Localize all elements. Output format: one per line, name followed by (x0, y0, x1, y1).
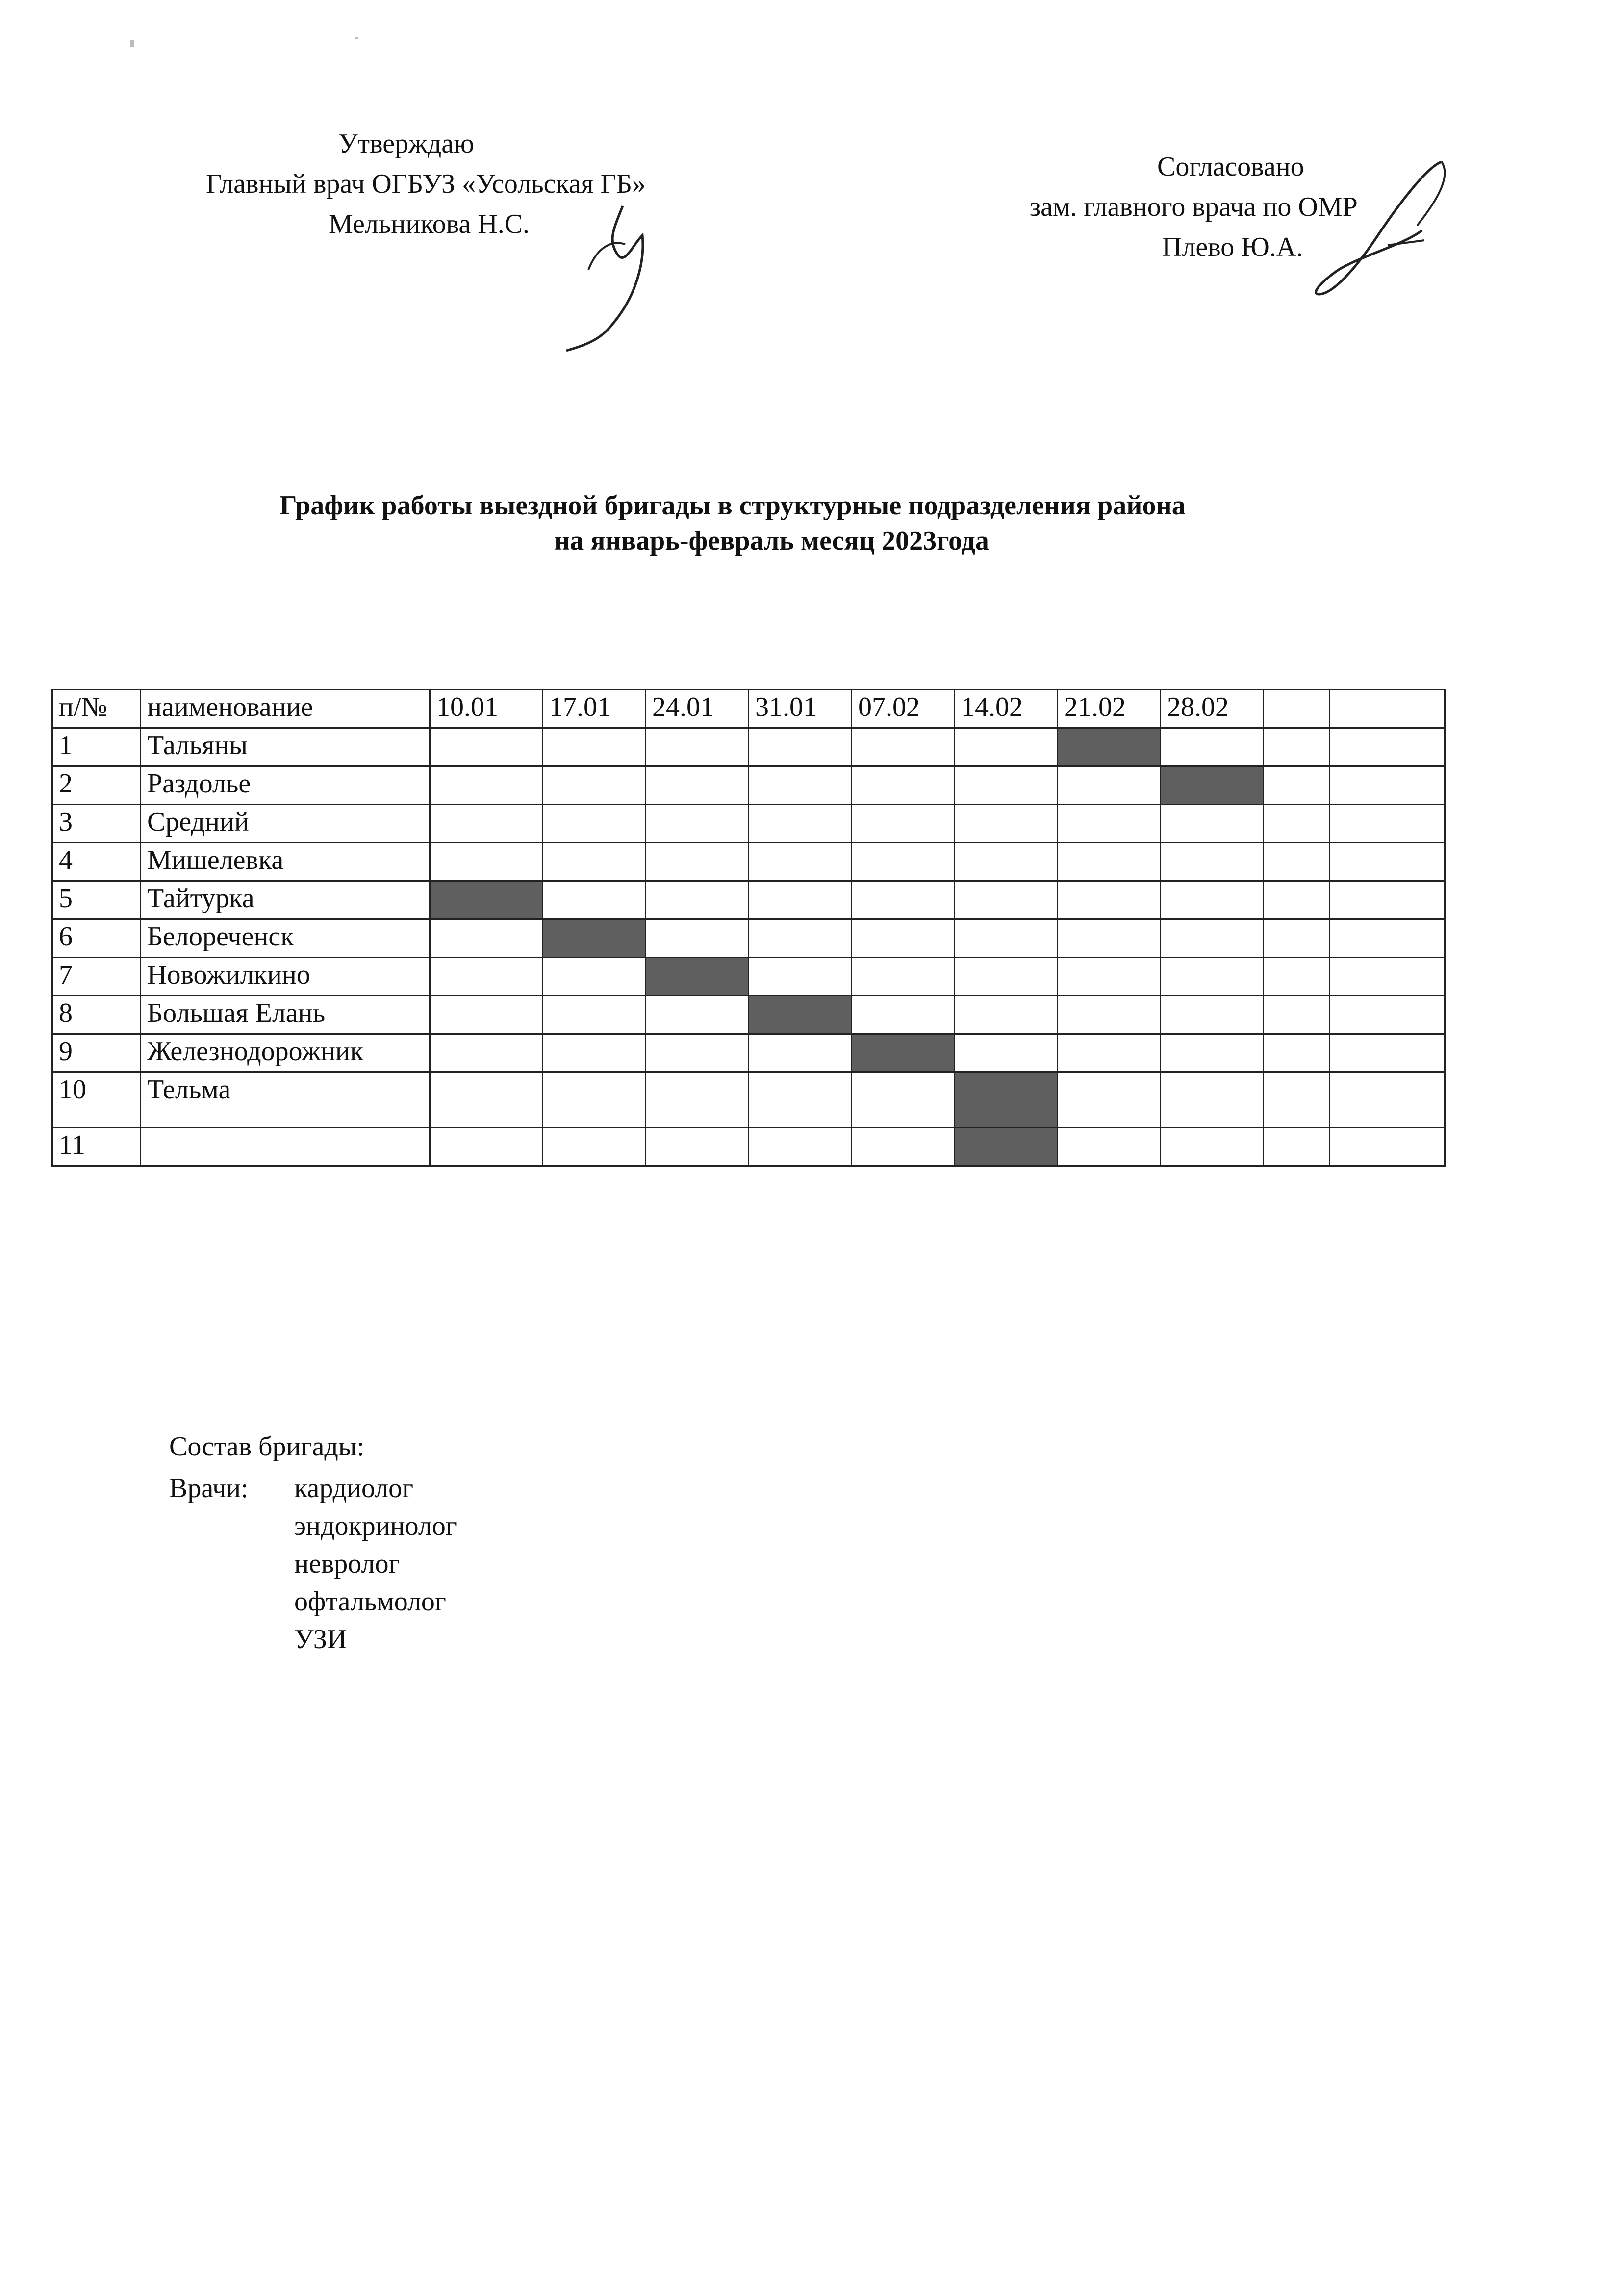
schedule-cell (543, 1128, 646, 1166)
schedule-cell (1058, 805, 1161, 843)
header-cell: наименование (141, 690, 430, 728)
schedule-cell (1058, 1034, 1161, 1072)
schedule-cell (646, 843, 749, 881)
row-name-cell: Тельма (141, 1072, 430, 1128)
schedule-cell (1161, 881, 1264, 919)
schedule-cell (852, 728, 955, 766)
visit-cell-shaded (852, 1034, 955, 1072)
schedule-cell (749, 728, 852, 766)
schedule-cell (955, 1034, 1058, 1072)
schedule-cell (543, 843, 646, 881)
doctor-item: кардиолог (294, 1473, 414, 1504)
row-number-cell: 6 (52, 919, 141, 958)
visit-cell-shaded (1058, 728, 1161, 766)
schedule-cell (646, 1072, 749, 1128)
schedule-cell (1330, 728, 1445, 766)
schedule-cell (1330, 1034, 1445, 1072)
doctor-item: офтальмолог (294, 1586, 446, 1617)
schedule-cell (1330, 958, 1445, 996)
header-cell: 24.01 (646, 690, 749, 728)
agreement-heading: Согласовано (1157, 152, 1304, 182)
header-cell (1330, 690, 1445, 728)
table-row (52, 728, 1445, 766)
schedule-cell (543, 805, 646, 843)
table-row (52, 881, 1445, 919)
schedule-cell (1161, 728, 1264, 766)
schedule-cell (543, 996, 646, 1034)
doctor-item: эндокринолог (294, 1511, 457, 1541)
schedule-cell (646, 996, 749, 1034)
row-name-cell: Мишелевка (141, 843, 430, 881)
schedule-cell (543, 1072, 646, 1128)
row-number-cell: 9 (52, 1034, 141, 1072)
table-row (52, 1072, 1445, 1128)
schedule-cell (955, 766, 1058, 805)
doctor-item: УЗИ (294, 1624, 347, 1655)
row-name-cell (141, 1128, 430, 1166)
schedule-cell (1330, 881, 1445, 919)
row-name-cell: Большая Елань (141, 996, 430, 1034)
header-cell: 17.01 (543, 690, 646, 728)
schedule-cell (852, 881, 955, 919)
schedule-cell (646, 805, 749, 843)
row-number-cell: 7 (52, 958, 141, 996)
schedule-cell (955, 805, 1058, 843)
schedule-cell (1330, 919, 1445, 958)
schedule-cell (852, 766, 955, 805)
visit-cell-shaded (543, 919, 646, 958)
table-row (52, 843, 1445, 881)
schedule-cell (543, 728, 646, 766)
schedule-cell (1058, 958, 1161, 996)
schedule-cell (749, 843, 852, 881)
schedule-cell (430, 1128, 543, 1166)
schedule-cell (646, 1128, 749, 1166)
scan-speck (355, 37, 358, 39)
row-number-cell: 1 (52, 728, 141, 766)
row-name-cell: Новожилкино (141, 958, 430, 996)
schedule-cell (1264, 996, 1330, 1034)
schedule-cell (955, 881, 1058, 919)
schedule-cell (430, 728, 543, 766)
schedule-cell (543, 766, 646, 805)
schedule-cell (749, 919, 852, 958)
schedule-cell (1058, 1072, 1161, 1128)
schedule-cell (430, 843, 543, 881)
approval-heading: Утверждаю (338, 128, 474, 159)
schedule-cell (430, 958, 543, 996)
table-row (52, 805, 1445, 843)
table-row (52, 958, 1445, 996)
schedule-cell (749, 1034, 852, 1072)
table-row (52, 1128, 1445, 1166)
header-cell: 07.02 (852, 690, 955, 728)
schedule-cell (1161, 958, 1264, 996)
schedule-cell (749, 1072, 852, 1128)
schedule-cell (852, 805, 955, 843)
row-name-cell: Тальяны (141, 728, 430, 766)
row-name-cell: Тайтурка (141, 881, 430, 919)
row-number-cell: 4 (52, 843, 141, 881)
table-row (52, 1034, 1445, 1072)
visit-cell-shaded (430, 881, 543, 919)
approval-name: Мельникова Н.С. (329, 209, 530, 239)
schedule-cell (1058, 843, 1161, 881)
schedule-cell (1058, 996, 1161, 1034)
schedule-cell (955, 958, 1058, 996)
schedule-cell (1161, 1128, 1264, 1166)
approval-signature (559, 186, 672, 353)
schedule-cell (1058, 1128, 1161, 1166)
schedule-cell (1264, 1034, 1330, 1072)
header-cell: 21.02 (1058, 690, 1161, 728)
schedule-cell (852, 958, 955, 996)
schedule-cell (955, 728, 1058, 766)
schedule-cell (749, 958, 852, 996)
schedule-cell (1330, 1072, 1445, 1128)
schedule-cell (749, 1128, 852, 1166)
team-heading: Состав бригады: (169, 1431, 365, 1462)
schedule-table (51, 689, 1446, 1167)
schedule-cell (1330, 1128, 1445, 1166)
schedule-cell (430, 1072, 543, 1128)
header-cell: п/№ (52, 690, 141, 728)
schedule-cell (1058, 919, 1161, 958)
row-name-cell: Раздолье (141, 766, 430, 805)
schedule-cell (1161, 805, 1264, 843)
schedule-cell (1058, 766, 1161, 805)
schedule-cell (852, 843, 955, 881)
agreement-signature (1304, 147, 1461, 304)
schedule-cell (1330, 766, 1445, 805)
row-number-cell: 8 (52, 996, 141, 1034)
schedule-cell (1330, 996, 1445, 1034)
header-cell: 14.02 (955, 690, 1058, 728)
schedule-cell (1330, 805, 1445, 843)
table-row (52, 996, 1445, 1034)
schedule-cell (852, 919, 955, 958)
schedule-cell (1264, 843, 1330, 881)
schedule-cell (1264, 728, 1330, 766)
visit-cell-shaded (1161, 766, 1264, 805)
doctors-label: Врачи: (169, 1473, 249, 1504)
schedule-cell (430, 766, 543, 805)
visit-cell-shaded (955, 1072, 1058, 1128)
schedule-cell (430, 1034, 543, 1072)
schedule-cell (955, 843, 1058, 881)
schedule-cell (646, 1034, 749, 1072)
schedule-cell (1161, 843, 1264, 881)
schedule-cell (1264, 1072, 1330, 1128)
schedule-cell (852, 1128, 955, 1166)
header-cell: 10.01 (430, 690, 543, 728)
approval-position: Главный врач ОГБУЗ «Усольская ГБ» (206, 169, 646, 199)
schedule-cell (1161, 919, 1264, 958)
schedule-cell (543, 958, 646, 996)
schedule-cell (646, 766, 749, 805)
table-row (52, 919, 1445, 958)
schedule-cell (646, 881, 749, 919)
doctor-item: невролог (294, 1549, 400, 1579)
agreement-name: Плево Ю.А. (1162, 232, 1303, 262)
schedule-cell (955, 919, 1058, 958)
row-number-cell: 11 (52, 1128, 141, 1166)
row-number-cell: 10 (52, 1072, 141, 1128)
schedule-cell (646, 728, 749, 766)
row-name-cell: Железнодорожник (141, 1034, 430, 1072)
title-line-1: График работы выездной бригады в структурные подразделения района (279, 490, 1186, 521)
schedule-cell (1264, 958, 1330, 996)
schedule-cell (1161, 1034, 1264, 1072)
schedule-cell (1330, 843, 1445, 881)
schedule-cell (1264, 881, 1330, 919)
schedule-cell (543, 881, 646, 919)
title-line-2: на январь-февраль месяц 2023года (554, 526, 989, 556)
visit-cell-shaded (646, 958, 749, 996)
schedule-cell (1264, 1128, 1330, 1166)
row-number-cell: 3 (52, 805, 141, 843)
schedule-cell (646, 919, 749, 958)
schedule-cell (430, 919, 543, 958)
header-cell: 28.02 (1161, 690, 1264, 728)
schedule-cell (852, 1072, 955, 1128)
schedule-cell (749, 805, 852, 843)
table-row (52, 766, 1445, 805)
schedule-cell (1058, 881, 1161, 919)
schedule-cell (749, 766, 852, 805)
row-number-cell: 5 (52, 881, 141, 919)
header-cell (1264, 690, 1330, 728)
schedule-cell (430, 996, 543, 1034)
schedule-cell (1161, 1072, 1264, 1128)
row-number-cell: 2 (52, 766, 141, 805)
schedule-cell (1264, 805, 1330, 843)
schedule-cell (543, 1034, 646, 1072)
row-name-cell: Белореченск (141, 919, 430, 958)
schedule-cell (430, 805, 543, 843)
visit-cell-shaded (955, 1128, 1058, 1166)
schedule-cell (1264, 766, 1330, 805)
schedule-cell (852, 996, 955, 1034)
row-name-cell: Средний (141, 805, 430, 843)
scan-speck (130, 40, 134, 47)
header-cell: 31.01 (749, 690, 852, 728)
visit-cell-shaded (749, 996, 852, 1034)
schedule-cell (749, 881, 852, 919)
schedule-cell (1161, 996, 1264, 1034)
agreement-position: зам. главного врача по ОМР (1030, 192, 1358, 222)
schedule-cell (1264, 919, 1330, 958)
table-header-row (52, 690, 1445, 728)
schedule-cell (955, 996, 1058, 1034)
